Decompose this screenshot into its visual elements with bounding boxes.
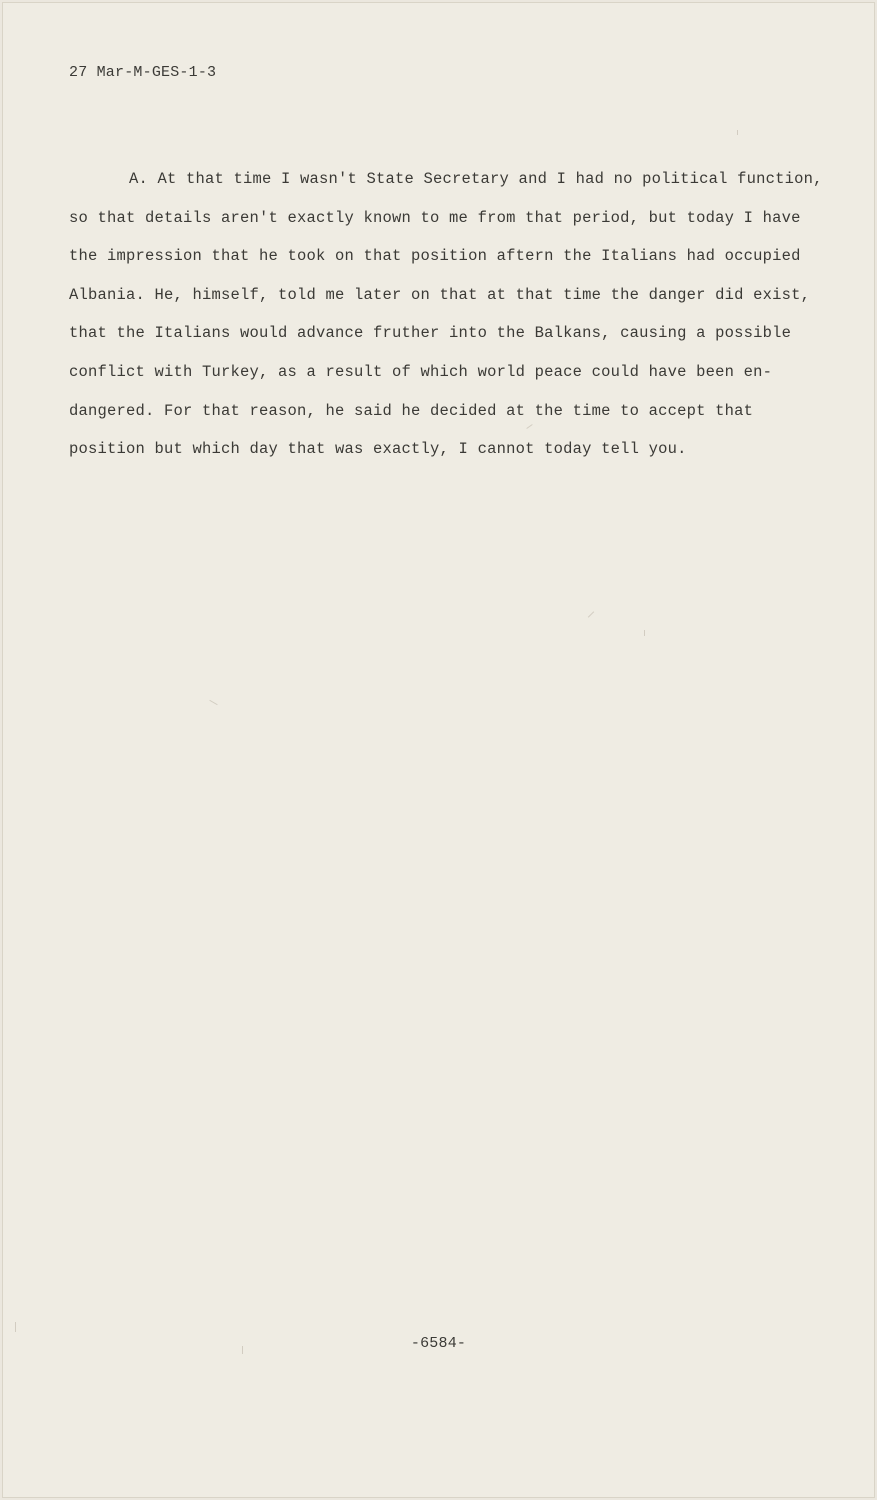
paragraph-line: A. At that time I wasn't State Secretary and I had no political function, [129, 170, 823, 188]
paragraph-line: conflict with Turkey, as a result of which world peace could have been en- [69, 362, 773, 381]
paragraph-line: that the Italians would advance fruther into the Balkans, causing a possible [69, 324, 792, 343]
paper-speck [737, 130, 738, 135]
paper-speck [209, 700, 217, 705]
paper-speck [242, 1346, 243, 1354]
transcript-paragraph [69, 160, 849, 469]
paragraph-line: so that details aren't exactly known to me from that period, but today I have [69, 208, 801, 227]
paragraph-line: the impression that he took on that position aftern the Italians had occupied [69, 247, 801, 266]
document-header-id: 27 Mar-M-GES-1-3 [69, 64, 217, 81]
paper-speck [588, 611, 594, 617]
paragraph-line: dangered. For that reason, he said he decided at the time to accept that [69, 401, 754, 420]
paragraph-line: Albania. He, himself, told me later on that at that time the danger did exist, [69, 285, 811, 304]
document-page [2, 2, 875, 1498]
page-number: -6584- [410, 1335, 467, 1352]
paragraph-line: position but which day that was exactly, I cannot today tell you. [69, 440, 687, 459]
paper-speck [644, 630, 645, 636]
paper-speck [15, 1322, 16, 1332]
